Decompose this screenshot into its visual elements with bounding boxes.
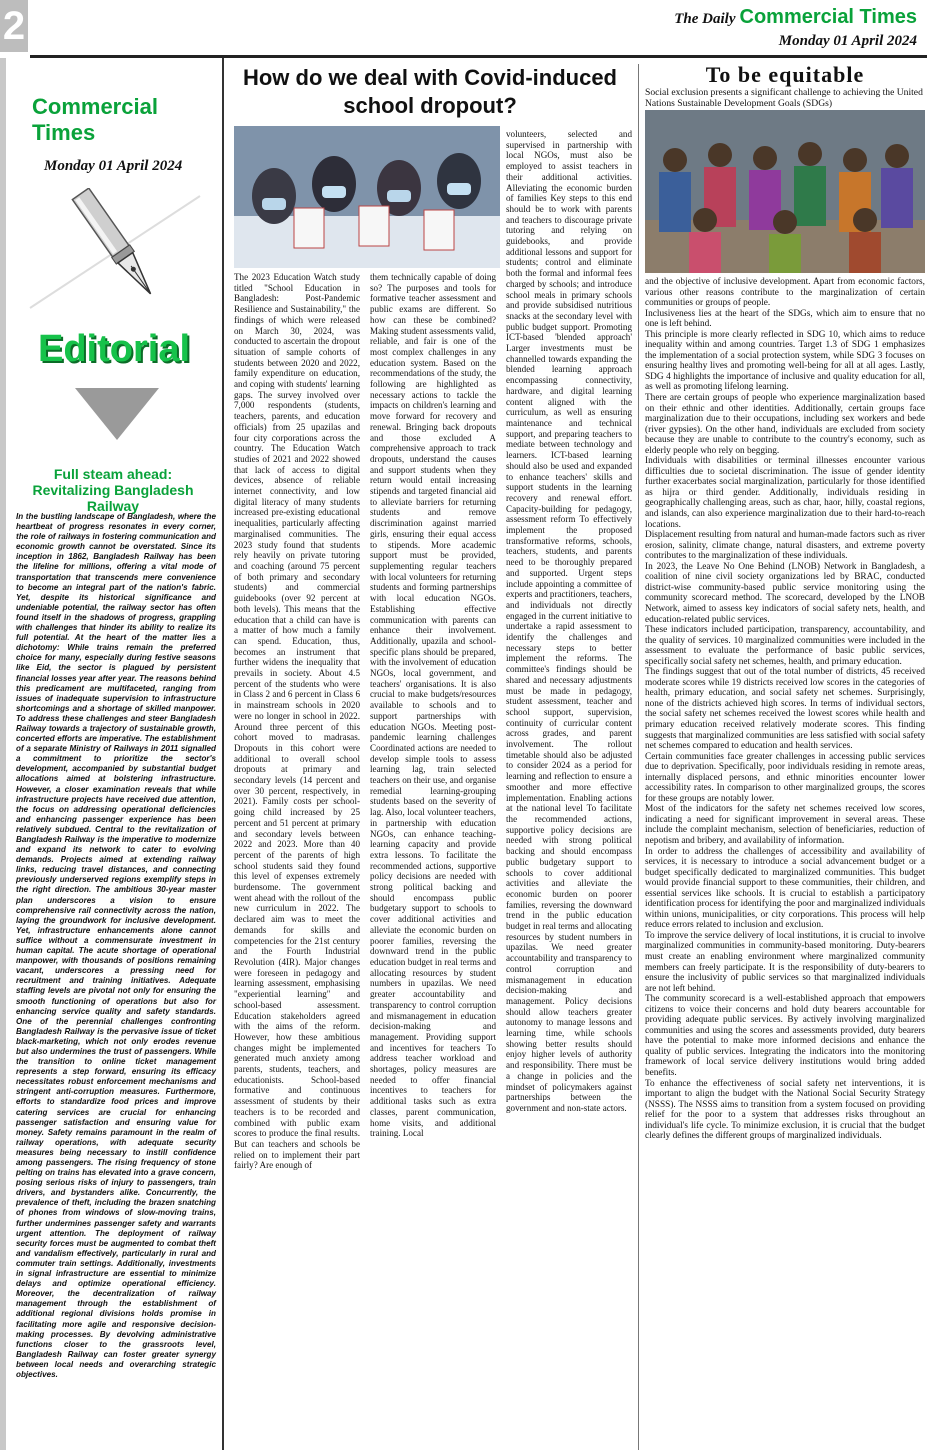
- paragraph: Inclusiveness lies at the heart of the SDGs, which aim to ensure that no one is left behind.: [645, 308, 925, 330]
- page-number: 2: [0, 0, 28, 52]
- paragraph: In 2023, the Leave No One Behind (LNOB) Network in Bangladesh, a coalition of nine civil society organizations led by BRAC, conducted district-wise community-based public service monitoring using the community scorecard method. The scorecard, developed by the LNOB Network, aimed to assess key indicators of social safety nets, health, and education-related public services.: [645, 561, 925, 625]
- editorial-headline: Full steam ahead: Revitalizing Bangladesh Railway: [32, 466, 194, 514]
- right-article-intro: Social exclusion presents a significant challenge to achieving the United Nations Sustainable Development Goals (SDGs): [645, 87, 923, 109]
- article-column-1: The 2023 Education Watch study titled "School Education in Bangladesh: Post-Pandemic Resilience and Sustainability," the findings of which were released on March 30, 2024, was conducted to ascertain the dropout situation of sample cohorts of students between 2020 and 2022, family expenditure on education, and coping with students' learning gaps. The survey involved over 7,000 respondents (students, teachers, parents, and education officials) from 25 upazilas and four city corporations across the country. The Education Watch studies of 2021 and 2022 showed that lack of access to digital devices, absence of reliable internet connectivity, and low digital literacy of many students increased pre-existing educational inequalities, particularly affecting marginalised communities. The 2023 study found that students rely heavily on private tutoring and coaching (around 75 percent of both primary and secondary students) and commercial guidebooks (over 92 percent at both levels). This means that the education that a child can have is a matter of how much a family can spend. Education, thus, becomes an instrument that further widens the inequality that prevails in society. About 4.5 percent of the students who were in Class 2 and 6 percent in Class 6 in mainstream schools in 2020 were no longer in school in 2022. Around three percent of this cohort moved to madrasas. Dropouts in this cohort were additional to overall school dropouts at primary and secondary levels (14 percent and over 30 percent, respectively, in 2021). Family costs per school-going child increased by 25 percent and 51 percent at primary and secondary levels between 2022 and 2023. More than 40 percent of the parents of high school students said they found this level of expenses extremely burdensome. The government went ahead with the rollout of the new curriculum in 2022. The declared aim was to meet the demands for skills and competencies for the 21st century and the Fourth Industrial Revolution (4IR). Major changes were foreseen in pedagogy and learning assessment, emphasising "experiential learning" and school-based assessment. Education stakeholders agreed with the aims of the reform. However, how these ambitious changes might be implemented generated much anxiety among parents, students, teachers, and educationists. School-based formative and continuous assessment of students by their teachers is to be recorded and combined with public exam scores to produce the final results. But can teachers and schools be relied on to implement their part fairly? Are enough of: [234, 272, 360, 1171]
- editorial-body: In the bustling landscape of Bangladesh, where the heartbeat of progress resonates in every corner, the role of railways in fostering communication and economic growth cannot be overstated. Since its inception in 1862, Bangladesh Railway has been the lifeline for millions, offering a vital mode of transportation that transcends mere convenience to become an integral part of the nation's fabric. Yet, despite its historical significance and undeniable potential, the railway sector has often found itself in the shadows of progress, grappling with challenges that hinder its ability to realize its full potential. At the heart of the matter lies a dichotomy: While trains remain the preferred choice for many, especially during festive seasons like Eid, the sector is plagued by persistent financial losses year after year. The reasons behind this predicament are multifaceted, ranging from issues of inadequate supervision to infrastructure shortcomings and a shortage of skilled manpower. To address these challenges and steer Bangladesh Railway towards a trajectory of sustainable growth, concerted efforts are imperative. The establishment of a separate Ministry of Railways in 2011 signalled a commitment to prioritize the sector's development, accompanied by substantial budget allocations aimed at bolstering infrastructure. However, a closer examination reveals that while infrastructure projects have received due attention, the focus on addressing operational deficiencies and enhancing passenger experience has been relatively subdued. Central to the revitalization of Bangladesh Railway is the imperative to modernize and expand its network to cater to evolving demands. Projects aimed at extending railway links, reducing travel distances, and connecting previously underserved regions exemplify steps in the right direction. The ambitious 30-year master plan underscores a vision to ensure comprehensive rail connectivity across the nation, laying the groundwork for inclusive development. Yet, infrastructure enhancements alone cannot suffice without a commensurate investment in human capital. The acute shortage of operational manpower, with thousands of positions remaining vacant, underscores a pressing need for recruitment and training initiatives. Adequate staffing levels are pivotal not only for ensuring the smooth functioning of operations but also for enhancing service quality and safety standards. One of the perennial challenges confronting Bangladesh Railway is the pervasive issue of ticket black-marketing, which not only erodes revenue but also undermines the trust of passengers. While the transition to online ticket management represents a step forward, ensuring its efficacy necessitates robust enforcement mechanisms and stringent anti-corruption measures. Furthermore, efforts to standardize food prices and improve catering services are crucial for enhancing passenger satisfaction and ensuring value for money. Safety remains paramount in the realm of railway operations, with adequate security measures being necessary to instill confidence among passengers. The rising frequency of stone pelting on trains has elevated into a grave concern, posing serious risks of injury to passengers, train drivers, and bystanders alike. Concurrently, the prevalence of theft, including the brazen snatching of phones from windows of slow-moving trains, further undermines passenger safety and warrants urgent attention. The deployment of railway security forces must be augmented to combat theft and vandalism effectively, particularly in rural and commuter train settings. Additionally, investments in signal infrastructure are essential to minimize delays and optimize operational efficiency. Moreover, the decentralization of railway management through the establishment of additional regional divisions holds promise in facilitating more agile and responsive decision-making processes. By devolving administrative functions closer to the grassroots level, Bangladesh Railway can foster greater synergy between local needs and overarching strategic objectives.: [16, 512, 216, 1379]
- sidebar-band: [0, 58, 6, 1450]
- section-title: Editorial: [38, 328, 191, 370]
- paragraph: To improve the service delivery of local institutions, it is crucial to involve marginalized communities in community-based monitoring. Duty-bearers must create an enabling environment where marginalized community members can freely participate. It is the responsibility of duty-bearers to ensure the inclusivity of public services so that marginalized individuals are not left behind.: [645, 930, 925, 994]
- paragraph: In order to address the challenges of accessibility and availability of services, it is necessary to introduce a social advancement budget or a budget specifically dedicated to marginalized communities. This budget would provide financial support to these communities, their children, and essential services like schools. It is crucial to establish a participatory identification process for identifying the poor and marginalized individuals within unions, municipalities, or city corporations. This process will help reduce errors related to inclusion and exclusion.: [645, 846, 925, 931]
- editorial-sidebar: [0, 58, 224, 1450]
- paragraph: Certain communities face greater challenges in accessing public services due to deprivation. Specifically, poor individuals residing in remote areas, internally displaced persons, and ethnic minorities encounter lower accessibility rates. In comparison to other marginalized groups, the scores for these groups are notably lower.: [645, 751, 925, 804]
- article-column-2: them technically capable of doing so? The purposes and tools for formative teacher assessment and public exams are different. So how can these be combined? Making student assessments valid, reliable, and fair is one of the most complex challenges in any education system. Based on the recommendations of the study, the following are highlighted as necessary actions to tackle the impacts on children's learning and move forward for recovery and renewal. Bringing back dropouts and those excluded A comprehensive approach to track dropouts, understand the causes and support students when they return would entail increasing stipends and targeted financial aid to alleviate barriers for returning students and remove discrimination against married girls, ensuring their equal access to stipends. More academic support must be provided, supplementing regular teachers with local volunteers for returning students and forming partnerships with local education NGOs. Establishing effective communication with parents can enhance their involvement. Additionally, upazila and school-specific plans should be prepared, with the involvement of education NGOs, local government, and teachers' organisations. It is also crucial to make budgets/resources available to schools and to support partnerships with education NGOs. Meeting post-pandemic learning challenges Coordinated actions are needed to develop simple tools to assess learning lag, train selected teachers on their use, and organise remedial learning-grouping students based on the severity of lag. Also, local volunteer teachers, in partnership with education NGOs, can enhance teaching-learning capacity and provide extra lessons. To facilitate the recommended actions, supportive policy decisions are needed with strong political backing and should encompass public budgetary support to schools to cover additional activities and alleviate the economic burden on poorer families, reversing the downward trend in the public education budget in real terms and allocating resources by student numbers in upazilas. We need greater accountability and transparency to control corruption and mismanagement in education decision-making and management. Providing support and incentives for teachers To address teacher workload and shortages, policy measures are needed to offer financial incentives to teachers for additional tasks such as extra classes, parent communication, home visits, and additional training. Local: [370, 272, 496, 1139]
- masthead: [674, 6, 917, 29]
- paragraph: The findings suggest that out of the total number of districts, 45 received moderate scores while 19 districts received low scores in the categories of health, primary education, and social safety net schemes. Surprisingly, none of the districts achieved high scores. In terms of individual sectors, the social safety net schemes received the lowest scores while health and primary education received relatively moderate scores. This finding suggests that marginalized communities are less satisfied with social safety net schemes compared to education and health services.: [645, 667, 925, 752]
- header-date: Monday 01 April 2024: [778, 33, 917, 49]
- students-photo: [234, 126, 500, 268]
- paragraph: There are certain groups of people who experience marginalization based on their ethnic and other identities. Additionally, certain groups face marginalization due to their occupations, including sex workers and bede (river gypsies). On the other hand, individuals are excluded from society because they are unable to contribute to the country's economy, such as elderly people who rely on begging.: [645, 393, 925, 456]
- article-headline: How do we deal with Covid-induced school dropout?: [242, 65, 617, 118]
- right-article-body: [645, 277, 925, 1142]
- sidebar-logo: Commercial Times: [32, 94, 158, 145]
- sidebar-date: Monday 01 April 2024: [44, 158, 183, 174]
- down-arrow-icon: [75, 388, 159, 440]
- paragraph: To enhance the effectiveness of social safety net interventions, it is important to align the budget with the National Social Security Strategy (NSSS). The NSSS aims to transition from a system focused on providing relief for the poor to a system that addresses risks throughout an individual's life cycle. To minimize exclusion, it is crucial that the budget clearly defines the different groups of marginalized individuals.: [645, 1078, 925, 1142]
- paragraph: Displacement resulting from natural and human-made factors such as river erosion, salinity, climate change, natural disasters, and extreme poverty contributes to the marginalization of these individuals.: [645, 530, 925, 562]
- column-divider: [638, 64, 639, 1450]
- paragraph: Individuals with disabilities or terminal illnesses encounter various difficulties due to societal discrimination. The issue of gender identity further exacerbates social marginalization, particularly for those identified as hijra or third gender. Additionally, individuals residing in geographically challenging areas, such as char, haor, hilly, coastal regions, and islands, can also experience marginalization due to their hard-to-reach locations.: [645, 456, 925, 530]
- masthead-prefix: The Daily: [674, 11, 736, 27]
- people-photo: [645, 110, 925, 273]
- right-article-headline: To be equitable: [705, 62, 865, 87]
- article-column-3: volunteers, selected and supervised in partnership with local NGOs, must also be employed to assist teachers in their additional activities. Alleviating the economic burden of families Key steps to this end should be to work with parents and teachers to discourage private tutoring and relying on guidebooks, and provide additional lessons and support for students; control and eliminate both the formal and informal fees charged by schools; and introduce school meals in primary schools and provide subsidised nutritious snacks at the secondary level with public budget support. Promoting ICT-based 'blended approach' Larger investments must be channelled towards expanding the blended learning approach encompassing connectivity, hardware, and digital learning content aligned with the curriculum, as well as ensuring maintenance and technical support, and preparing teachers to mediate between technology and learners. ICT-based learning should also be used and expanded to enhance teachers' skills and support students in the learning recovery and renewal effort. Capacity-building for pedagogy, assessment reform To effectively implement the proposed transformative reforms, schools, teachers, students, and parents need to be thoroughly prepared and supported. Urgent steps include appointing a committee of experts and practitioners, teachers, and individuals not directly engaged in the current initiative to undertake a rapid assessment to identify the challenges and necessary steps to better implement the reforms. The committee's findings should be shared and necessary adjustments must be made in pedagogy, student assessment, teacher and school support, supervision, continuity of curricular content across grades, and parent involvement. The rollout timetable should also be adjusted to consider 2024 as a period for learning and reflection to ensure a smoother and more effective implementation. Enabling actions at the national level To facilitate the recommended actions, supportive policy decisions are needed with strong political backing and should encompass public budgetary support to schools to cover additional activities and alleviate the economic burden on poorer families, reversing the downward trend in the public education budget in real terms and allocating resources by student numbers in upazilas. We need greater accountability and transparency to control corruption and mismanagement in education decision-making and management. Policy decisions should allow teachers greater autonomy to manage lessons and learning time, while schools showing better results should enjoy higher levels of authority and responsibility. There must be a change in policies and the mindset of policymakers against partnerships between the government and non-state actors.: [506, 129, 632, 1113]
- paragraph: Most of the indicators for the safety net schemes received low scores, indicating a need for significant improvement in several areas. These include the complaint mechanism, selection of beneficiaries, reduction of nepotism and bribery, and availability of information.: [645, 804, 925, 846]
- paragraph: and the objective of inclusive development. Apart from economic factors, various other reasons contribute to the marginalization of certain communities or groups of people.: [645, 277, 925, 309]
- fountain-pen-icon: [20, 188, 210, 328]
- paragraph: These indicators included participation, transparency, accountability, and the quality of services. 10 marginalized communities were included in the assessment to evaluate the performance of basic public services, specifically social safety net schemes, health, and primary education.: [645, 625, 925, 667]
- paragraph: The community scorecard is a well-established approach that empowers citizens to voice their concerns and hold duty bearers accountable for providing adequate public services. By actively involving marginalized communities and using the scores and assessments provided, duty bearers have the potential to make more informed decisions and enhance the quality of public services. Integrating the indicators into the monitoring framework of local service delivery institutions would bring added benefits.: [645, 994, 925, 1079]
- paragraph: This principle is more clearly reflected in SDG 10, which aims to reduce inequality within and among countries. Target 1.3 of SDG 1 emphasizes the implementation of a social protection system, while SDG 3 focuses on ensuring healthy lives and promoting well-being for all at all ages. Lastly, SDG 4 highlights the importance of inclusive and quality education for all, as well as promoting lifelong learning.: [645, 329, 925, 393]
- masthead-name: Commercial Times: [739, 6, 917, 28]
